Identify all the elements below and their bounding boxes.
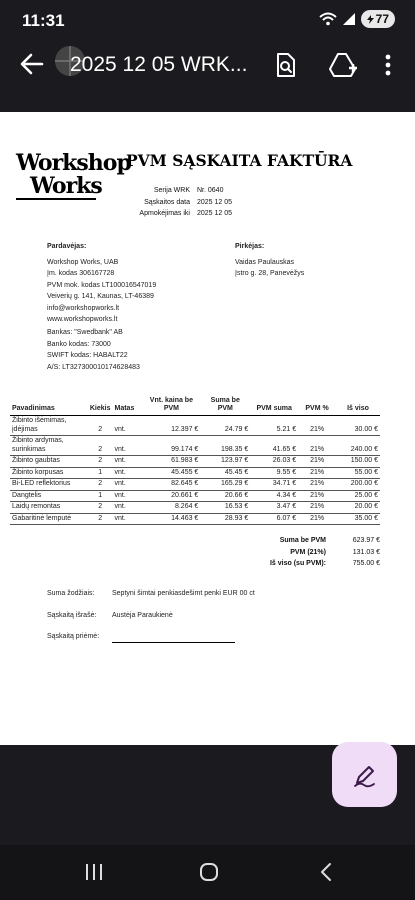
table-cell: vnt. [113, 416, 143, 436]
table-cell: Bi-LED reflektorius [10, 479, 88, 491]
battery-indicator [361, 10, 395, 28]
table-cell: 45.455 € [142, 467, 200, 479]
seller-line: Workshop Works, UAB [47, 258, 119, 266]
buyer-block [235, 241, 304, 280]
signal-icon [342, 12, 356, 26]
col-header: Kiekis [88, 395, 113, 416]
table-cell: vnt. [113, 490, 143, 502]
table-cell: 99.174 € [142, 436, 200, 456]
col-header: Pavadinimas [10, 395, 88, 416]
table-cell: 2 [88, 502, 113, 514]
table-cell: 24.79 € [200, 416, 250, 436]
total-value: 623.97 € [352, 537, 380, 544]
total-value: 755.00 € [352, 560, 380, 567]
table-row [10, 467, 380, 479]
bank-line: Banko kodas: 73000 [47, 340, 111, 348]
wifi-icon [319, 12, 337, 26]
table-cell: 14.463 € [142, 513, 200, 525]
table-cell: 2 [88, 479, 113, 491]
seller-line: info@workshopworks.lt [47, 304, 120, 312]
more-options-icon[interactable] [378, 52, 398, 78]
edit-fab-button[interactable] [332, 742, 397, 807]
buyer-line: Įstro g. 28, Panevėžys [235, 270, 305, 277]
bank-block [47, 327, 140, 373]
table-row [10, 479, 380, 491]
table-cell: Laidų remontas [10, 502, 88, 514]
table-cell: 61.983 € [142, 456, 200, 468]
table-cell: 1 [88, 467, 113, 479]
table-cell: 16.53 € [200, 502, 250, 514]
table-cell: Žibinto ardymas, surinkimas [10, 436, 88, 456]
seller-heading: Pardavėjas: [47, 243, 87, 250]
table-cell: 165.29 € [200, 479, 250, 491]
seller-line: Veiverių g. 141, Kaunas, LT-46389 [47, 293, 154, 300]
status-bar [0, 0, 415, 40]
table-cell: 21% [298, 479, 336, 491]
table-cell: 12.397 € [142, 416, 200, 436]
table-cell: 2 [88, 456, 113, 468]
table-row [10, 490, 380, 502]
app-bar [0, 40, 415, 90]
buyer-heading: Pirkėjas: [235, 243, 265, 250]
table-cell: 21% [298, 467, 336, 479]
footer-label: Suma žodžiais: [47, 590, 95, 597]
table-cell: 21% [298, 436, 336, 456]
table-cell: Žibinto išėmimas, įdėjimas [10, 416, 88, 436]
total-label: Iš viso (su PVM): [269, 560, 326, 567]
table-cell: 1 [88, 490, 113, 502]
document-title: 2025 12 05 WRK... [70, 53, 248, 76]
meta-label: Apmokėjimas iki [139, 210, 190, 217]
table-cell: Žibinto gaubtas [10, 456, 88, 468]
table-row [10, 456, 380, 468]
table-cell: 20.661 € [142, 490, 200, 502]
bank-line: SWIFT kodas: HABALT22 [47, 352, 128, 359]
col-header: PVM % [298, 395, 336, 416]
table-row [10, 502, 380, 514]
table-row [10, 416, 380, 436]
battery-level: 77 [375, 12, 389, 26]
table-cell: 26.03 € [250, 456, 298, 468]
meta-label: Sąskaitos data [144, 198, 190, 206]
table-row [10, 436, 380, 456]
invoice-page [0, 112, 415, 745]
table-cell: 2 [88, 513, 113, 525]
meta-label: Serija WRK [153, 187, 190, 194]
table-cell: 6.07 € [250, 513, 298, 525]
table-row [10, 513, 380, 525]
invoice-meta-values [197, 185, 232, 220]
back-nav-icon[interactable] [316, 861, 338, 883]
table-cell: 55.00 € [336, 467, 380, 479]
home-icon[interactable] [198, 861, 220, 883]
footer-value: Austėja Paraukienė [112, 612, 173, 619]
meta-value: Nr. 0640 [197, 187, 224, 194]
table-cell: 21% [298, 416, 336, 436]
total-row [270, 535, 380, 547]
logo-line-1: Workshop [16, 150, 131, 176]
seller-line: PVM mok. kodas LT100016547019 [47, 281, 157, 289]
logo-line-2: Works [16, 175, 96, 200]
system-nav-bar [0, 845, 415, 900]
table-cell: 20.66 € [200, 490, 250, 502]
edit-pen-icon [352, 762, 378, 788]
col-header: PVM suma [250, 395, 298, 416]
table-cell: 21% [298, 456, 336, 468]
table-header-row [10, 395, 380, 416]
meta-value: 2025 12 05 [197, 198, 233, 206]
table-cell: 150.00 € [336, 456, 380, 468]
company-logo [16, 150, 131, 200]
seller-line: www.workshopworks.lt [47, 316, 118, 323]
footer-label: Sąskaitą priėmė: [47, 633, 100, 640]
table-cell: 4.34 € [250, 490, 298, 502]
seller-block [47, 241, 156, 326]
bank-line: A/S: LT327300010174628483 [47, 363, 140, 371]
table-cell: 82.645 € [142, 479, 200, 491]
table-cell: 200.00 € [336, 479, 380, 491]
col-header: Matas [113, 395, 143, 416]
table-cell: 2 [88, 416, 113, 436]
table-cell: vnt. [113, 502, 143, 514]
total-label: Suma be PVM [279, 537, 326, 544]
totals-block [270, 535, 380, 570]
table-cell: 2 [88, 436, 113, 456]
table-cell: 21% [298, 513, 336, 525]
table-cell: Dangtelis [10, 490, 88, 502]
add-to-drive-icon[interactable] [328, 52, 358, 78]
buyer-line: Vaidas Paulauskas [235, 258, 295, 266]
col-header: Iš viso [336, 395, 380, 416]
invoice-title: PVM SĄSKAITA FAKTŪRA [126, 151, 353, 170]
total-row [270, 547, 380, 559]
table-cell: Žibinto korpusas [10, 467, 88, 479]
table-cell: vnt. [113, 479, 143, 491]
table-cell: 25.00 € [336, 490, 380, 502]
total-row [270, 558, 380, 570]
table-cell: 21% [298, 490, 336, 502]
table-cell: 5.21 € [250, 416, 298, 436]
col-header: Vnt. kaina be PVM [142, 395, 200, 416]
table-cell: 30.00 € [336, 416, 380, 436]
col-header: Suma be PVM [200, 395, 250, 416]
table-cell: 123.97 € [200, 456, 250, 468]
table-cell: 8.264 € [142, 502, 200, 514]
seller-line: Įm. kodas 306167728 [47, 270, 115, 277]
table-cell: 198.35 € [200, 436, 250, 456]
table-cell: 240.00 € [336, 436, 380, 456]
table-cell: vnt. [113, 513, 143, 525]
bank-line: Bankas: "Swedbank" AB [47, 329, 123, 336]
items-table [10, 395, 380, 525]
table-cell: 35.00 € [336, 513, 380, 525]
signature-line [112, 642, 235, 643]
footer-value: Septyni šimtai penkiasdešimt penki EUR 00 ct [112, 590, 255, 597]
document-search-icon[interactable] [273, 52, 299, 78]
table-cell: 28.93 € [200, 513, 250, 525]
table-cell: 41.65 € [250, 436, 298, 456]
table-cell: vnt. [113, 467, 143, 479]
table-cell: 3.47 € [250, 502, 298, 514]
table-cell: 21% [298, 502, 336, 514]
footer-label: Sąskaitą išrašė: [47, 612, 97, 619]
status-icons [319, 10, 395, 28]
table-cell: 9.55 € [250, 467, 298, 479]
table-cell: vnt. [113, 436, 143, 456]
total-value: 131.03 € [352, 548, 380, 556]
table-cell: 34.71 € [250, 479, 298, 491]
recent-apps-icon[interactable] [83, 861, 105, 883]
battery-saver-icon [367, 15, 374, 24]
table-cell: 45.45 € [200, 467, 250, 479]
table-cell: 20.00 € [336, 502, 380, 514]
table-cell: vnt. [113, 456, 143, 468]
invoice-meta-labels [125, 185, 190, 220]
back-arrow-icon[interactable] [18, 50, 46, 78]
table-cell: Gabaritinė lemputė [10, 513, 88, 525]
meta-value: 2025 12 05 [197, 210, 233, 217]
status-time: 11:31 [22, 11, 65, 30]
total-label: PVM (21%) [290, 548, 326, 556]
